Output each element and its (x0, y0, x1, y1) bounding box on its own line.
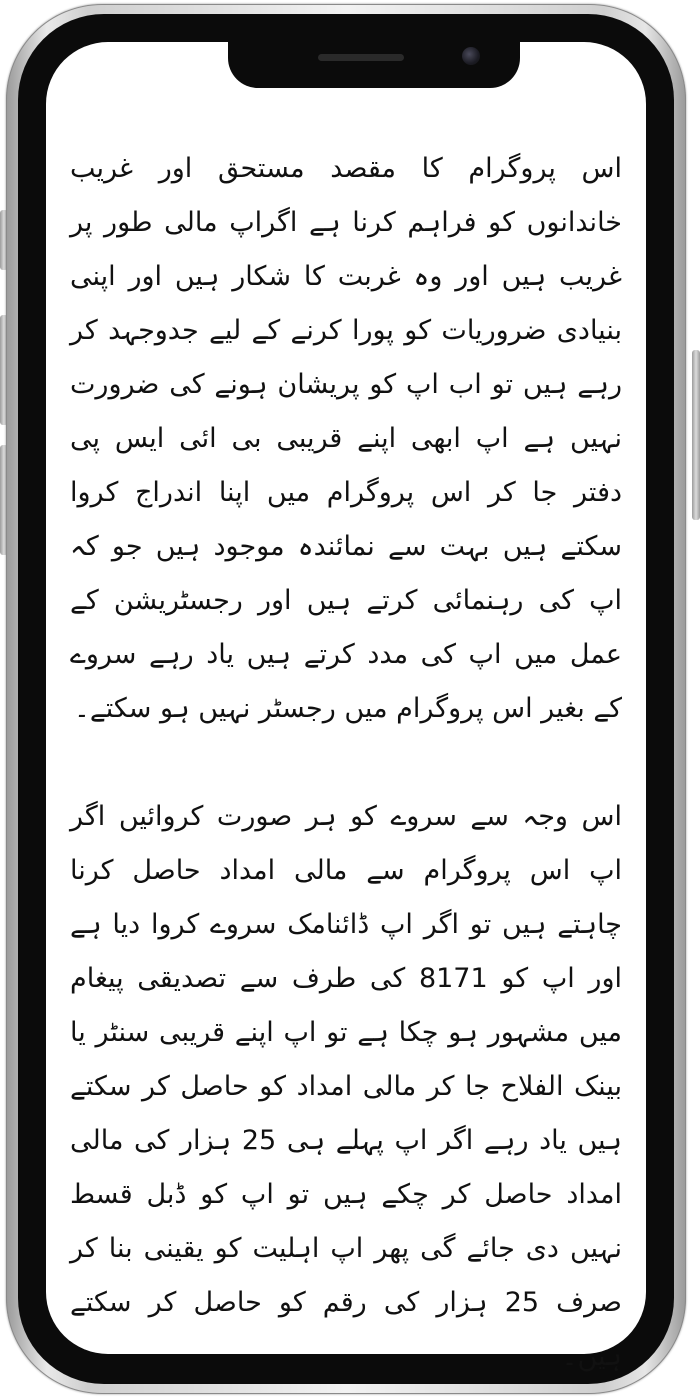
speaker-grille (318, 54, 404, 61)
phone-notch (228, 42, 520, 88)
paragraph-2: اس وجہ سے سروے کو ہر صورت کروائیں اگر اپ اس پروگرام سے مالی امداد حاصل کرنا چاہتے ہیں تو اگر اپ ڈائنامک سروے کروا دیا ہے اور اپ کو 8171 کی طرف سے تصدیقی پیغام میں مشہور ہو چکا ہے تو اپ اپنے قریبی سنٹر یا بینک الفلاح جا کر مالی امداد کو حاصل کر سکتے ہیں یاد رہے اگر اپ پہلے ہی 25 ہزار کی مالی امداد حاصل کر چکے ہیں تو اپ کو ڈبل قسط نہیں دی جائے گی پھر اپ اہلیت کو یقینی بنا کر صرف 25 ہزار کی رقم کو حاصل کر سکتے ہیں۔ (70, 801, 622, 1372)
power-button (692, 350, 700, 520)
paragraph-1: اس پروگرام کا مقصد مستحق اور غریب خاندانوں کو فراہم کرنا ہے اگراپ مالی طور پر غریب ہیں اور وہ غربت کا شکار ہیں اور اپنی بنیادی ضروریات کو پورا کرنے کے لیے جدوجہد کر رہے ہیں تو اب اپ کو پریشان ہونے کی ضرورت نہیں ہے اپ ابھی اپنے قریبی بی ائی ایس پی دفتر جا کر اس پروگرام میں اپنا اندراج کروا سکتے ہیں بہت سے نمائندہ موجود ہیں جو کہ اپ کی رہنمائی کرتے ہیں اور رجسٹریشن کے عمل میں اپ کی مدد کرتے ہیں یاد رہے سروے کے بغیر اس پروگرام میں رجسٹر نہیں ہو سکتے۔ (70, 153, 622, 724)
phone-screen (46, 42, 646, 1372)
article-text (70, 142, 622, 1384)
front-camera-icon (462, 47, 480, 65)
